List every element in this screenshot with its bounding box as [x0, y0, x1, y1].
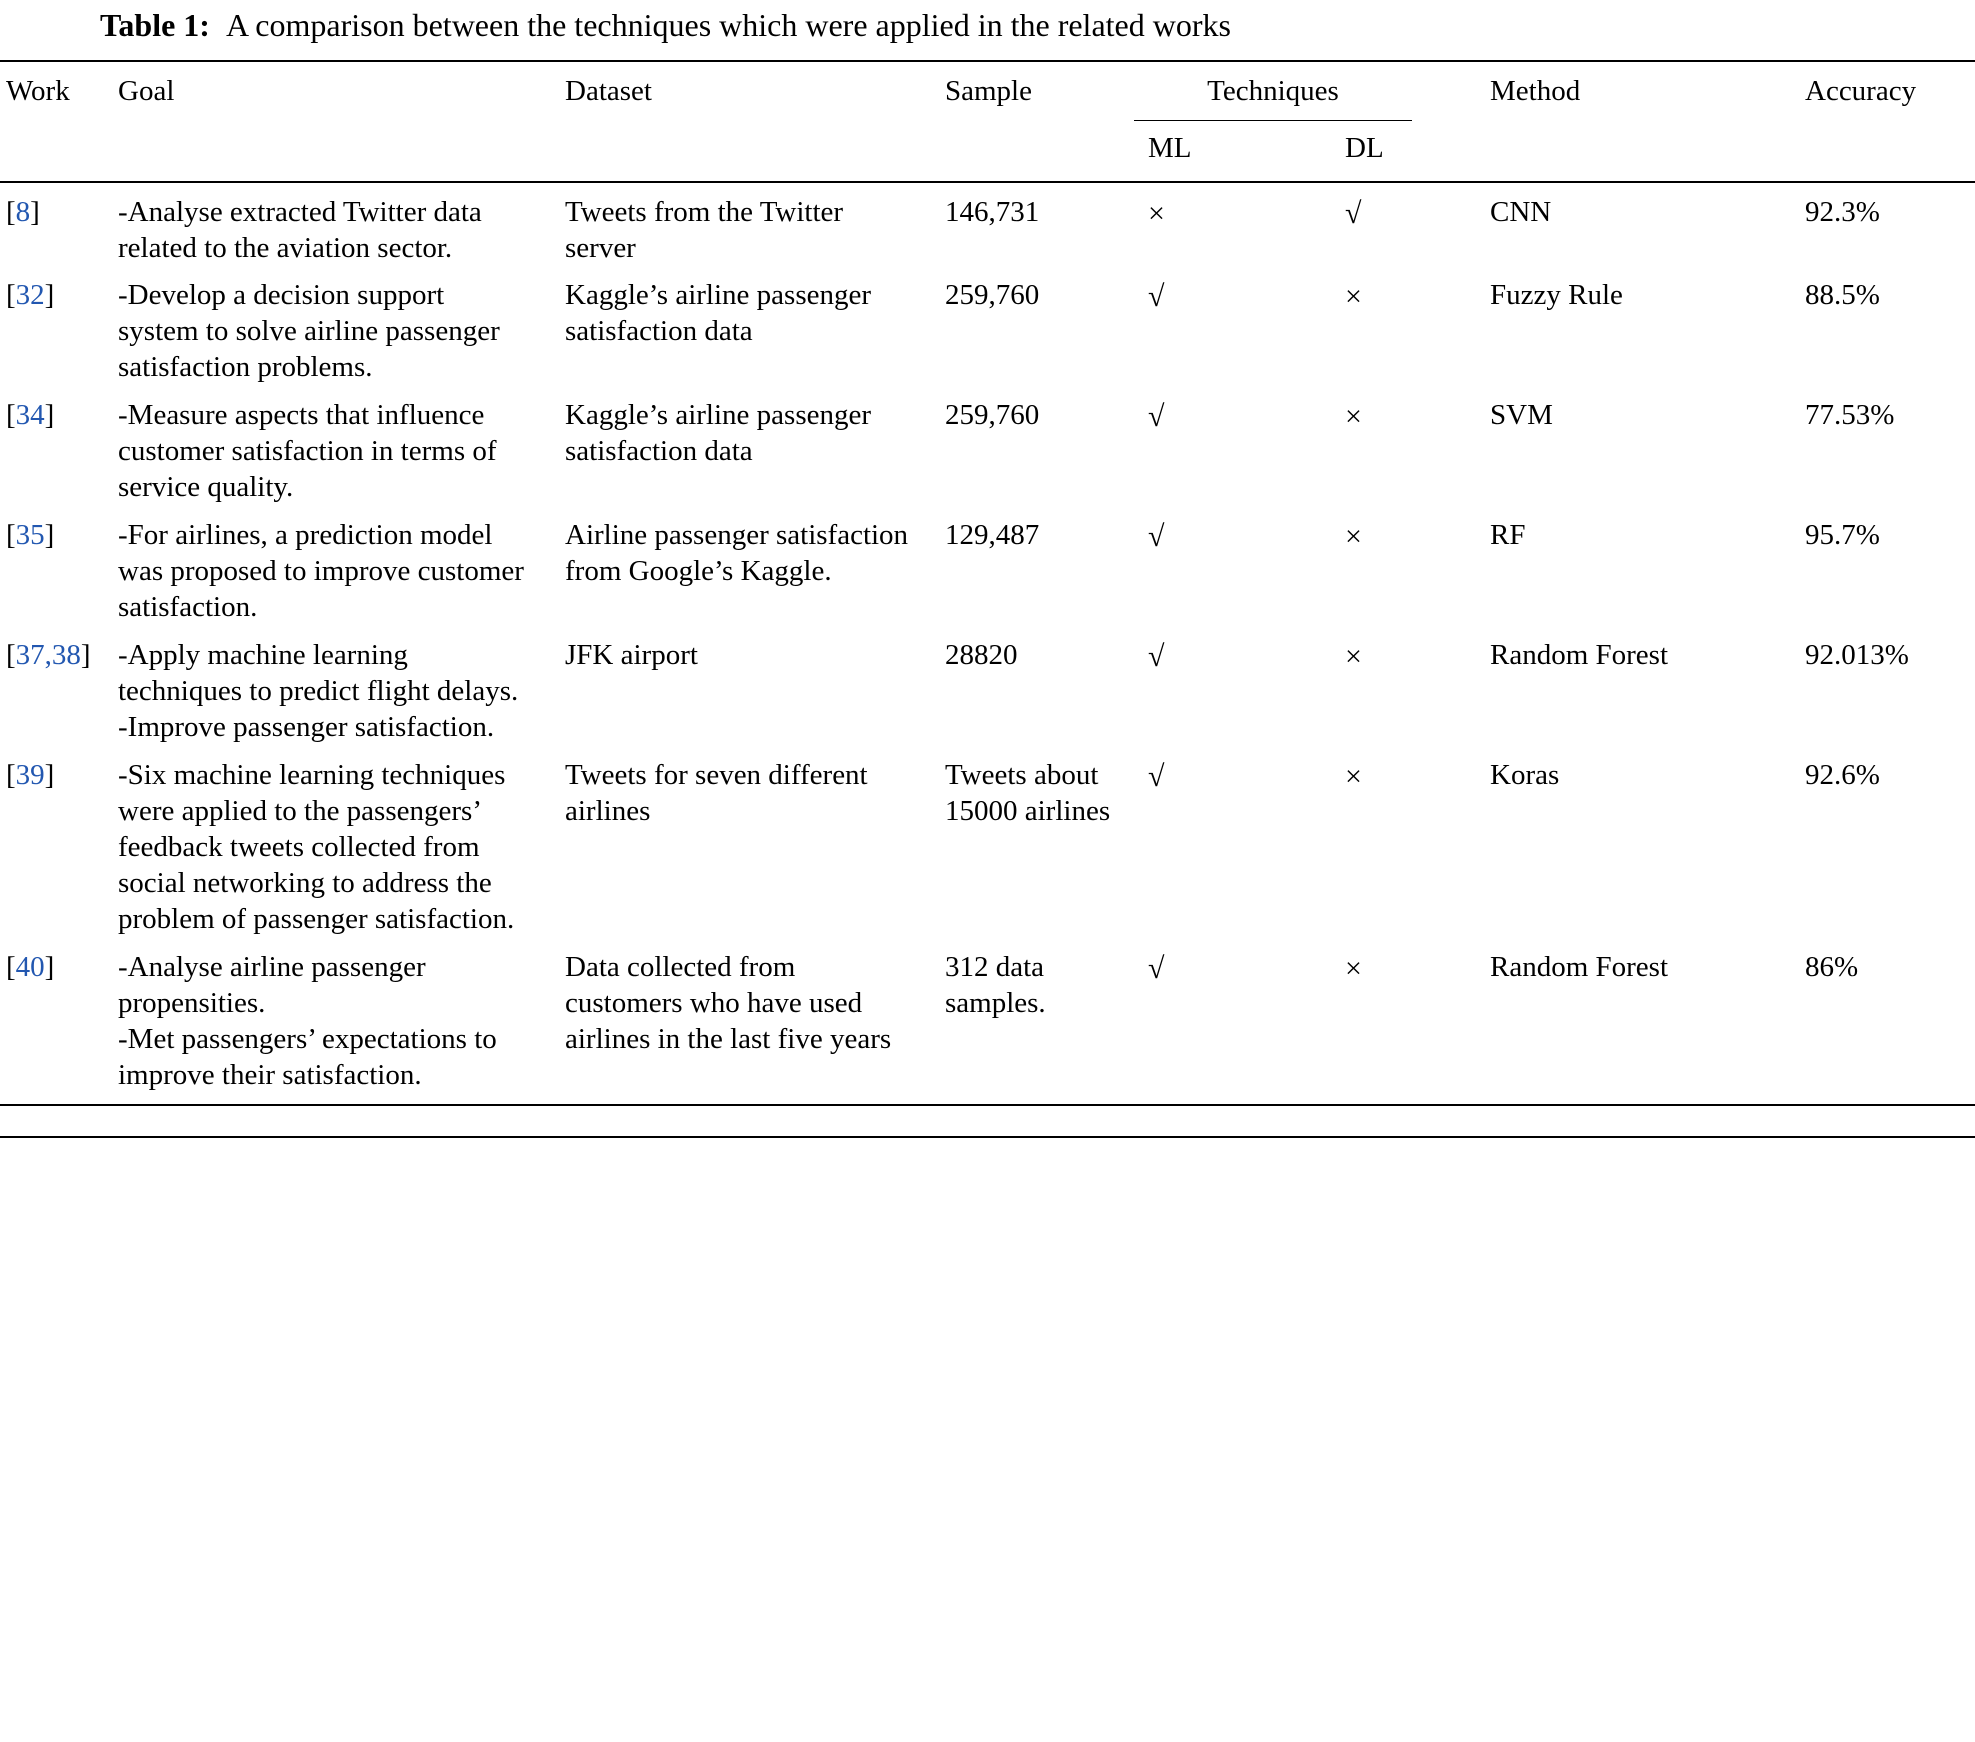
col-header-sample: Sample [937, 61, 1130, 182]
citation-bracket-open: [ [6, 950, 16, 983]
work-cell [0, 273, 112, 393]
dl-mark: × [1345, 759, 1362, 793]
col-header-ml: ML [1130, 121, 1325, 182]
techniques-group-rule [1134, 74, 1412, 121]
sample-cell: Tweets about 15000 airlines [945, 758, 1111, 827]
ml-mark: √ [1148, 520, 1165, 554]
dataset-cell: Airline passenger satisfaction from Google’s Kaggle. [565, 519, 909, 588]
work-cell [0, 945, 112, 1105]
dataset-cell: Kaggle’s airline passenger satisfaction data [565, 279, 872, 348]
work-cell [0, 393, 112, 513]
techniques-label: Techniques [1207, 74, 1339, 107]
citation-bracket-open: [ [6, 758, 16, 791]
sample-cell: 312 data samples. [945, 950, 1046, 1019]
citation-bracket-close: ] [44, 519, 55, 552]
goal-item: -Analyse extracted Twitter data related to the aviation sector. [118, 195, 482, 264]
sample-cell: 129,487 [945, 519, 1040, 552]
col-header-goal: Goal [112, 61, 557, 182]
table-header [0, 61, 1975, 182]
goal-item: -Improve passenger satisfaction. [118, 710, 495, 743]
citation-bracket-close: ] [44, 279, 55, 312]
citation-link[interactable]: 32 [15, 279, 45, 312]
table-caption-text: A comparison between the techniques which were applied in the related works [225, 7, 1231, 43]
goal-cell [112, 182, 557, 274]
method-cell: SVM [1490, 399, 1553, 432]
dataset-cell: Tweets from the Twitter server [565, 195, 844, 264]
method-cell: CNN [1490, 195, 1552, 228]
ml-mark: √ [1148, 640, 1165, 674]
table-row [0, 513, 1975, 633]
dataset-cell: Kaggle’s airline passenger satisfaction data [565, 399, 872, 468]
citation-link[interactable]: 40 [15, 950, 45, 983]
ml-mark: √ [1148, 400, 1165, 434]
citation-link[interactable]: 8 [15, 195, 31, 228]
table-row [0, 753, 1975, 945]
method-cell: Random Forest [1490, 950, 1669, 983]
goal-item: -Measure aspects that influence customer satisfaction in terms of service quality. [118, 399, 497, 504]
table-row [0, 273, 1975, 393]
dl-mark: × [1345, 951, 1362, 985]
accuracy-cell: 88.5% [1805, 279, 1880, 312]
dl-mark: × [1345, 280, 1362, 314]
citation-link[interactable]: 35 [15, 519, 45, 552]
goal-item: -Six machine learning techniques were applied to the passengers’ feedback tweets collected from social networking to address the problem of passenger satisfaction. [118, 758, 515, 935]
table-row [0, 393, 1975, 513]
col-header-dataset: Dataset [557, 61, 937, 182]
accuracy-cell: 92.6% [1805, 758, 1880, 791]
citation-bracket-open: [ [6, 195, 16, 228]
goal-cell [112, 945, 557, 1105]
table-caption-label: Table 1: [100, 7, 210, 43]
method-cell: Random Forest [1490, 639, 1669, 672]
method-cell: Koras [1490, 758, 1560, 791]
citation-bracket-close: ] [30, 195, 40, 228]
work-cell [0, 513, 112, 633]
sample-cell: 28820 [945, 639, 1018, 672]
ml-mark: √ [1148, 759, 1165, 793]
citation-bracket-open: [ [6, 399, 16, 432]
accuracy-cell: 86% [1805, 950, 1859, 983]
citation-bracket-close: ] [44, 950, 55, 983]
citation-bracket-open: [ [6, 639, 16, 672]
table-caption [0, 0, 1975, 46]
goal-cell [112, 753, 557, 945]
method-cell: Fuzzy Rule [1490, 279, 1623, 312]
comparison-table [0, 60, 1975, 1106]
citation-bracket-open: [ [6, 279, 16, 312]
col-header-dl: DL [1325, 121, 1470, 182]
citation-bracket-close: ] [44, 399, 55, 432]
goal-item: -For airlines, a prediction model was proposed to improve customer satisfaction. [118, 519, 524, 624]
col-header-work: Work [0, 61, 112, 182]
table-row [0, 633, 1975, 753]
citation-bracket-close: ] [80, 639, 91, 672]
goal-item: -Met passengers’ expectations to improve their satisfaction. [118, 1022, 497, 1091]
col-header-accuracy: Accuracy [1790, 61, 1975, 182]
goal-cell [112, 393, 557, 513]
accuracy-cell: 77.53% [1805, 399, 1895, 432]
goal-item: -Analyse airline passenger propensities. [118, 950, 426, 1019]
dl-mark: × [1345, 640, 1362, 674]
dataset-cell: JFK airport [565, 639, 698, 672]
goal-cell [112, 513, 557, 633]
sample-cell: 259,760 [945, 279, 1040, 312]
work-cell [0, 633, 112, 753]
method-cell: RF [1490, 519, 1526, 552]
work-cell [0, 753, 112, 945]
dataset-cell: Data collected from customers who have used airlines in the last five years [565, 950, 892, 1055]
goal-cell [112, 273, 557, 393]
citation-link[interactable]: 39 [15, 758, 45, 791]
col-header-method: Method [1470, 61, 1790, 182]
table-body [0, 182, 1975, 1105]
dl-mark: √ [1345, 196, 1362, 230]
citation-bracket-close: ] [44, 758, 55, 791]
col-header-techniques [1130, 61, 1470, 121]
ml-mark: × [1148, 196, 1165, 230]
goal-item: -Apply machine learning techniques to predict flight delays. [118, 639, 519, 708]
table-row [0, 182, 1975, 274]
work-cell [0, 182, 112, 274]
dl-mark: × [1345, 400, 1362, 434]
citation-link[interactable]: 37,38 [15, 639, 81, 672]
citation-bracket-open: [ [6, 519, 16, 552]
citation-link[interactable]: 34 [15, 399, 45, 432]
header-row-main [0, 61, 1975, 121]
accuracy-cell: 95.7% [1805, 519, 1880, 552]
sample-cell: 146,731 [945, 195, 1040, 228]
accuracy-cell: 92.3% [1805, 195, 1880, 228]
table-bottom-rule [0, 1136, 1975, 1138]
goal-item: -Develop a decision support system to solve airline passenger satisfaction problems. [118, 279, 500, 384]
dl-mark: × [1345, 520, 1362, 554]
sample-cell: 259,760 [945, 399, 1040, 432]
ml-mark: √ [1148, 280, 1165, 314]
accuracy-cell: 92.013% [1805, 639, 1909, 672]
goal-cell [112, 633, 557, 753]
ml-mark: √ [1148, 951, 1165, 985]
dataset-cell: Tweets for seven different airlines [565, 758, 868, 827]
table-row [0, 945, 1975, 1105]
